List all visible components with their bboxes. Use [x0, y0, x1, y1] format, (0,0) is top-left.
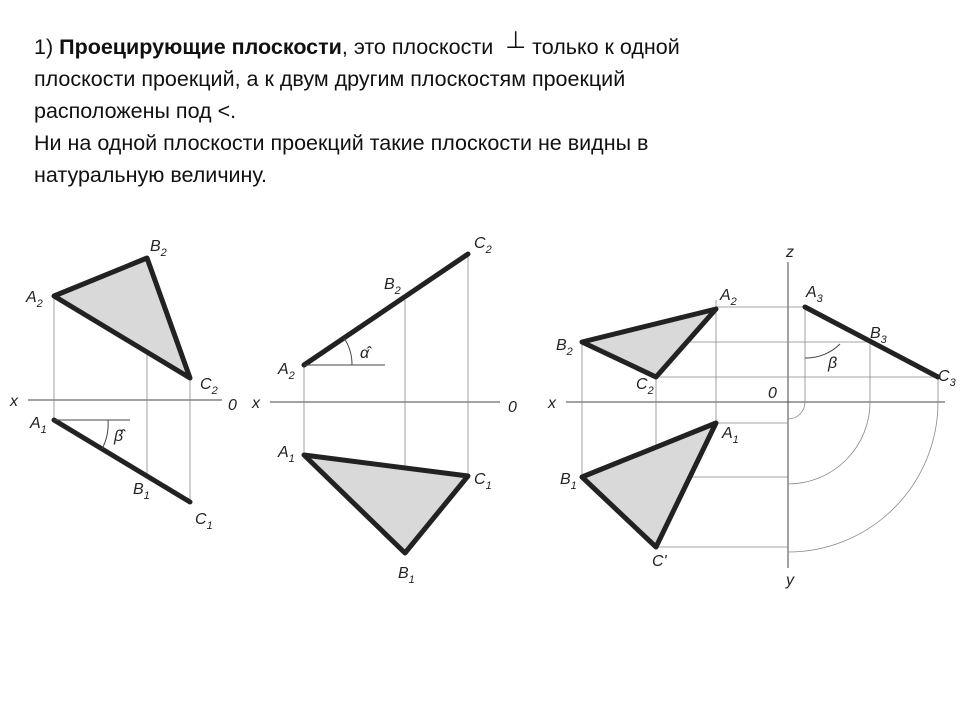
- note-line-1: Ни на одной плоскости проекций такие плоскости не видны в: [34, 131, 649, 155]
- label-a2-fig3: $A_2$: [720, 287, 737, 308]
- label-c1: $C_1$: [195, 511, 213, 532]
- arc-c: [788, 402, 938, 552]
- beta-angle-arc: [102, 420, 108, 449]
- x-axis-label-1: x: [10, 393, 18, 410]
- z-axis-label: z: [786, 244, 794, 261]
- y-axis-label: y: [786, 572, 794, 589]
- beta-label-3: β: [828, 355, 838, 372]
- label-b3: $B_3$: [870, 325, 887, 346]
- label-b1-fig3: $B_1$: [560, 471, 577, 492]
- label-a1-fig2: $A_1$: [278, 444, 295, 465]
- triangle-a1b1c1: [304, 455, 468, 553]
- term-projecting-planes: Проецирующие плоскости: [59, 35, 342, 59]
- label-c2-fig2: $C_2$: [474, 235, 492, 256]
- label-c1-fig2: $C_1$: [474, 471, 492, 492]
- label-a2-fig2: $A_2$: [278, 361, 295, 382]
- triangle-a2b2c2-fig3: [582, 309, 716, 377]
- label-b1-fig2: $B_1$: [398, 565, 415, 586]
- label-a1: $A_1$: [30, 415, 47, 436]
- figure-horizontal-projecting-plane: [251, 235, 517, 586]
- definition-line-2: плоскости проекций, а к двум другим плоскостям проекций: [34, 67, 626, 91]
- figure-profile-projecting-plane: [547, 244, 957, 589]
- x-axis-label-3: x: [548, 395, 556, 412]
- label-c-prime: C': [652, 553, 667, 570]
- origin-label-3: 0: [768, 385, 777, 402]
- alpha-angle-arc: [344, 338, 352, 365]
- figure-frontal-projecting-plane: [9, 238, 237, 532]
- segment-a2c2: [304, 254, 468, 365]
- x-axis-label-2: x: [252, 395, 260, 412]
- triangle-a1b1c1-fig3: [582, 423, 716, 547]
- label-c2: $C_2$: [200, 376, 218, 397]
- label-b2-fig3: $B_2$: [556, 337, 573, 358]
- definition-line-3: расположены под <.: [34, 99, 237, 123]
- label-a3: $A_3$: [806, 284, 823, 305]
- origin-label-1: 0: [228, 397, 237, 414]
- note-line-2: натуральную величину.: [34, 163, 267, 187]
- label-a2: $A_2$: [26, 289, 43, 310]
- label-c3: $C_3$: [938, 368, 956, 389]
- item-number: 1): [34, 35, 54, 59]
- label-b2: $B_2$: [150, 238, 167, 259]
- beta-hat-label: β̂: [114, 428, 124, 445]
- arc-a: [788, 402, 805, 419]
- label-c2-fig3: $C_2$: [636, 376, 654, 397]
- perpendicular-symbol: ⊥: [505, 27, 527, 54]
- triangle-a2b2c2: [54, 258, 190, 378]
- origin-label-2: 0: [508, 399, 517, 416]
- alpha-hat-label: α̂: [360, 345, 370, 362]
- label-b2-fig2: $B_2$: [384, 276, 401, 297]
- definition-part-a: , это плоскости: [341, 35, 494, 59]
- label-b1: $B_1$: [133, 481, 150, 502]
- label-a1-fig3: $A_1$: [722, 425, 739, 446]
- definition-part-b: только к одной: [532, 35, 680, 59]
